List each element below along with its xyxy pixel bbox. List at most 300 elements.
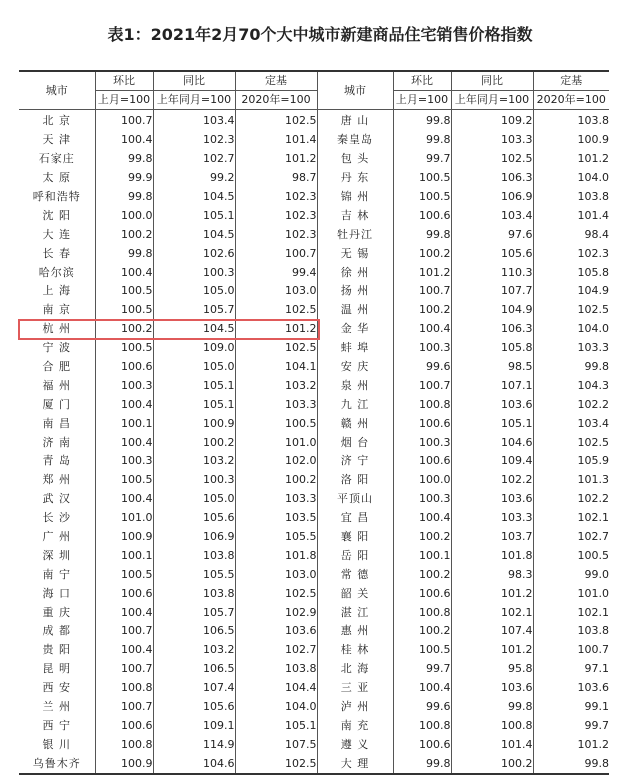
yoy-value-cell: 110.3 [451,263,533,282]
mom-value-cell: 100.0 [95,206,153,225]
yoy-value-cell: 105.0 [153,358,235,377]
yoy-value-cell: 107.7 [451,282,533,301]
mom-value-cell: 100.8 [393,603,451,622]
yoy-value-cell: 107.4 [153,679,235,698]
mom-value-cell: 99.8 [95,188,153,207]
mom-value-cell: 100.5 [95,301,153,320]
table-row [19,150,609,169]
base-value-cell: 102.5 [577,435,609,449]
yoy-value-cell: 109.1 [153,717,235,736]
yoy-value-cell: 100.3 [153,471,235,490]
city-name-cell: 昆 明 [19,660,95,679]
table-row [19,754,609,774]
base-value-cell: 101.0 [577,586,609,600]
yoy-value-cell: 103.2 [153,641,235,660]
base-value-cell: 102.5 [235,339,317,358]
city-name-cell: 深 圳 [19,546,95,565]
city-name-cell: 锦 州 [317,188,393,207]
mom-value-cell: 100.5 [95,339,153,358]
table-row [19,735,609,754]
yoy-value-cell: 107.4 [451,622,533,641]
yoy-value-cell: 106.9 [153,528,235,547]
yoy-value-cell: 103.6 [451,395,533,414]
mom-value-cell: 100.7 [95,110,153,131]
city-name-cell: 长 沙 [19,509,95,528]
city-name-cell: 福 州 [19,376,95,395]
mom-value-cell: 100.4 [393,679,451,698]
mom-value-cell: 100.2 [95,320,153,339]
mom-value-cell: 100.2 [393,528,451,547]
header-mom-sub: 上月=100 [95,91,153,110]
base-value-cell: 102.3 [235,225,317,244]
yoy-value-cell: 109.2 [451,110,533,131]
header-mom: 环比 [95,71,153,91]
city-name-cell: 桂 林 [317,641,393,660]
table-row [19,471,609,490]
base-value-cell: 104.3 [577,378,609,392]
yoy-value-cell: 102.6 [153,244,235,263]
mom-value-cell: 100.7 [95,660,153,679]
city-name-cell: 赣 州 [317,414,393,433]
mom-value-cell: 100.8 [95,679,153,698]
mom-value-cell: 99.7 [393,150,451,169]
base-value-cell: 101.4 [577,208,609,222]
city-name-cell: 南 充 [317,717,393,736]
table-row [19,320,609,339]
yoy-value-cell: 101.4 [451,735,533,754]
city-name-cell: 秦皇岛 [317,131,393,150]
city-name-cell: 贵 阳 [19,641,95,660]
city-name-cell: 青 岛 [19,452,95,471]
base-value-cell: 101.4 [235,131,317,150]
base-value-cell: 102.9 [235,603,317,622]
base-value-cell: 101.2 [235,150,317,169]
city-name-cell: 南 昌 [19,414,95,433]
base-value-cell: 102.2 [577,397,609,411]
base-value-cell: 102.7 [577,530,609,544]
city-name-cell: 西 宁 [19,717,95,736]
base-value-cell: 104.0 [577,322,609,336]
base-value-cell: 103.4 [577,416,609,430]
yoy-value-cell: 101.8 [451,546,533,565]
yoy-value-cell: 109.0 [153,339,235,358]
table-row [19,717,609,736]
yoy-value-cell: 104.5 [153,225,235,244]
table-row [19,339,609,358]
header-city: 城市 [19,71,95,110]
city-name-cell: 无 锡 [317,244,393,263]
city-name-cell: 乌鲁木齐 [19,754,95,774]
table-row [19,263,609,282]
mom-value-cell: 100.2 [393,244,451,263]
yoy-value-cell: 106.5 [153,660,235,679]
yoy-value-cell: 105.7 [153,603,235,622]
table-row [19,414,609,433]
yoy-value-cell: 106.5 [153,622,235,641]
yoy-value-cell: 103.2 [153,452,235,471]
yoy-value-cell: 104.5 [153,188,235,207]
header-yoy-sub: 上年同月=100 [451,91,533,110]
yoy-value-cell: 105.1 [153,206,235,225]
mom-value-cell: 100.4 [95,603,153,622]
base-value-cell: 99.8 [584,360,609,374]
mom-value-cell: 100.6 [393,414,451,433]
base-value-cell: 102.3 [235,188,317,207]
yoy-value-cell: 102.5 [451,150,533,169]
price-index-table [19,70,609,775]
mom-value-cell: 99.8 [393,131,451,150]
yoy-value-cell: 106.3 [451,169,533,188]
mom-value-cell: 99.7 [393,660,451,679]
mom-value-cell: 100.1 [95,546,153,565]
table-row [19,584,609,603]
mom-value-cell: 100.2 [393,301,451,320]
mom-value-cell: 101.2 [393,263,451,282]
city-name-cell: 岳 阳 [317,546,393,565]
base-value-cell: 102.5 [235,301,317,320]
yoy-value-cell: 105.6 [153,698,235,717]
base-value-cell: 103.0 [235,282,317,301]
base-value-cell: 99.8 [584,756,609,770]
base-value-cell: 97.1 [584,662,609,676]
city-name-cell: 杭 州 [19,320,95,339]
city-name-cell: 兰 州 [19,698,95,717]
city-name-cell: 丹 东 [317,169,393,188]
city-name-cell: 包 头 [317,150,393,169]
city-name-cell: 吉 林 [317,206,393,225]
mom-value-cell: 99.8 [95,150,153,169]
table-row [19,546,609,565]
mom-value-cell: 100.3 [95,452,153,471]
yoy-value-cell: 102.2 [451,471,533,490]
city-name-cell: 呼和浩特 [19,188,95,207]
base-value-cell: 102.0 [235,452,317,471]
header-base-sub: 2020年=100 [533,91,609,110]
city-name-cell: 厦 门 [19,395,95,414]
yoy-value-cell: 107.1 [451,376,533,395]
city-name-cell: 平顶山 [317,490,393,509]
city-name-cell: 海 口 [19,584,95,603]
mom-value-cell: 100.4 [95,641,153,660]
base-value-cell: 102.5 [235,584,317,603]
base-value-cell: 99.0 [584,567,609,581]
base-value-cell: 103.0 [235,565,317,584]
base-value-cell: 102.2 [577,492,609,506]
base-value-cell: 100.7 [235,244,317,263]
mom-value-cell: 100.6 [393,452,451,471]
city-name-cell: 宜 昌 [317,509,393,528]
city-name-cell: 唐 山 [317,110,393,131]
base-value-cell: 105.9 [577,454,609,468]
yoy-value-cell: 102.3 [153,131,235,150]
mom-value-cell: 100.5 [95,565,153,584]
mom-value-cell: 100.5 [393,641,451,660]
base-value-cell: 104.4 [235,679,317,698]
header-mom-sub: 上月=100 [393,91,451,110]
base-value-cell: 102.7 [235,641,317,660]
base-value-cell: 100.2 [235,471,317,490]
yoy-value-cell: 98.5 [451,358,533,377]
base-value-cell: 98.7 [235,169,317,188]
mom-value-cell: 99.8 [393,110,451,131]
city-name-cell: 遵 义 [317,735,393,754]
table-row [19,622,609,641]
base-value-cell: 101.0 [235,433,317,452]
city-name-cell: 扬 州 [317,282,393,301]
yoy-value-cell: 105.8 [451,339,533,358]
base-value-cell: 103.8 [577,624,609,638]
header-yoy: 同比 [153,71,235,91]
base-value-cell: 102.5 [235,754,317,774]
yoy-value-cell: 103.8 [153,546,235,565]
base-value-cell: 102.5 [235,110,317,131]
mom-value-cell: 100.7 [95,622,153,641]
mom-value-cell: 100.4 [95,395,153,414]
base-value-cell: 103.5 [235,509,317,528]
city-name-cell: 泸 州 [317,698,393,717]
base-value-cell: 104.9 [577,284,609,298]
base-value-cell: 102.1 [577,511,609,525]
yoy-value-cell: 104.6 [451,433,533,452]
yoy-value-cell: 105.1 [451,414,533,433]
city-name-cell: 长 春 [19,244,95,263]
mom-value-cell: 99.8 [95,244,153,263]
city-name-cell: 南 京 [19,301,95,320]
yoy-value-cell: 101.2 [451,641,533,660]
base-value-cell: 99.4 [235,263,317,282]
base-value-cell: 107.5 [235,735,317,754]
mom-value-cell: 100.0 [393,471,451,490]
table-row [19,603,609,622]
mom-value-cell: 99.9 [95,169,153,188]
city-name-cell: 沈 阳 [19,206,95,225]
mom-value-cell: 100.8 [95,735,153,754]
base-value-cell: 103.8 [235,660,317,679]
mom-value-cell: 100.5 [393,169,451,188]
city-name-cell: 武 汉 [19,490,95,509]
yoy-value-cell: 100.9 [153,414,235,433]
yoy-value-cell: 103.6 [451,679,533,698]
city-name-cell: 南 宁 [19,565,95,584]
table-row [19,376,609,395]
mom-value-cell: 100.4 [95,490,153,509]
mom-value-cell: 100.1 [393,546,451,565]
yoy-value-cell: 104.6 [153,754,235,774]
city-name-cell: 北 海 [317,660,393,679]
mom-value-cell: 99.8 [393,225,451,244]
yoy-value-cell: 106.9 [451,188,533,207]
yoy-value-cell: 98.3 [451,565,533,584]
city-name-cell: 成 都 [19,622,95,641]
header-city: 城市 [317,71,393,110]
city-name-cell: 惠 州 [317,622,393,641]
yoy-value-cell: 105.7 [153,301,235,320]
yoy-value-cell: 95.8 [451,660,533,679]
mom-value-cell: 100.7 [393,282,451,301]
yoy-value-cell: 103.3 [451,509,533,528]
yoy-value-cell: 104.9 [451,301,533,320]
table-row [19,452,609,471]
city-name-cell: 天 津 [19,131,95,150]
table-row [19,301,609,320]
city-name-cell: 牡丹江 [317,225,393,244]
header-base-sub: 2020年=100 [235,91,317,110]
base-value-cell: 100.9 [577,133,609,147]
mom-value-cell: 100.6 [393,735,451,754]
yoy-value-cell: 104.5 [153,320,235,339]
base-value-cell: 101.2 [235,320,317,339]
yoy-value-cell: 101.2 [451,584,533,603]
yoy-value-cell: 105.1 [153,376,235,395]
yoy-value-cell: 105.0 [153,490,235,509]
mom-value-cell: 100.3 [393,339,451,358]
table-row [19,110,609,131]
yoy-value-cell: 97.6 [451,225,533,244]
mom-value-cell: 100.5 [95,471,153,490]
city-name-cell: 烟 台 [317,433,393,452]
city-name-cell: 温 州 [317,301,393,320]
yoy-value-cell: 106.3 [451,320,533,339]
mom-value-cell: 100.7 [393,376,451,395]
city-name-cell: 大 理 [317,754,393,774]
mom-value-cell: 99.6 [393,358,451,377]
header-yoy-sub: 上年同月=100 [153,91,235,110]
header-yoy: 同比 [451,71,533,91]
city-name-cell: 徐 州 [317,263,393,282]
mom-value-cell: 100.9 [95,528,153,547]
yoy-value-cell: 114.9 [153,735,235,754]
table-row [19,565,609,584]
base-value-cell: 102.3 [577,246,609,260]
yoy-value-cell: 105.5 [153,565,235,584]
city-name-cell: 湛 江 [317,603,393,622]
mom-value-cell: 101.0 [95,509,153,528]
table-row [19,698,609,717]
base-value-cell: 99.1 [584,700,609,714]
base-value-cell: 102.3 [235,206,317,225]
mom-value-cell: 100.4 [95,263,153,282]
city-name-cell: 襄 阳 [317,528,393,547]
base-value-cell: 103.3 [235,490,317,509]
city-name-cell: 济 宁 [317,452,393,471]
yoy-value-cell: 99.2 [153,169,235,188]
mom-value-cell: 99.6 [393,698,451,717]
base-value-cell: 105.1 [235,717,317,736]
city-name-cell: 金 华 [317,320,393,339]
base-value-cell: 103.8 [577,114,609,128]
city-name-cell: 洛 阳 [317,471,393,490]
yoy-value-cell: 100.3 [153,263,235,282]
city-name-cell: 九 江 [317,395,393,414]
base-value-cell: 101.3 [577,473,609,487]
yoy-value-cell: 103.6 [451,490,533,509]
header-base: 定基 [533,71,609,91]
mom-value-cell: 100.9 [95,754,153,774]
mom-value-cell: 100.4 [95,433,153,452]
mom-value-cell: 100.3 [393,490,451,509]
yoy-value-cell: 103.7 [451,528,533,547]
header-base: 定基 [235,71,317,91]
city-name-cell: 大 连 [19,225,95,244]
table-row [19,490,609,509]
mom-value-cell: 99.8 [393,754,451,774]
city-name-cell: 石家庄 [19,150,95,169]
mom-value-cell: 100.5 [95,282,153,301]
mom-value-cell: 100.2 [393,622,451,641]
mom-value-cell: 100.3 [95,376,153,395]
header-mom: 环比 [393,71,451,91]
city-name-cell: 三 亚 [317,679,393,698]
base-value-cell: 100.5 [235,414,317,433]
yoy-value-cell: 103.8 [153,584,235,603]
mom-value-cell: 100.2 [393,565,451,584]
base-value-cell: 99.7 [584,718,609,732]
yoy-value-cell: 105.6 [451,244,533,263]
base-value-cell: 103.2 [235,376,317,395]
city-name-cell: 广 州 [19,528,95,547]
table-row [19,282,609,301]
yoy-value-cell: 103.4 [451,206,533,225]
table-row [19,395,609,414]
table-row [19,244,609,263]
table-title: 表1：2021年2月70个大中城市新建商品住宅销售价格指数 [107,25,533,44]
city-name-cell: 北 京 [19,110,95,131]
table-row [19,433,609,452]
mom-value-cell: 100.2 [95,225,153,244]
yoy-value-cell: 105.6 [153,509,235,528]
base-value-cell: 100.5 [577,548,609,562]
yoy-value-cell: 100.8 [451,717,533,736]
yoy-value-cell: 105.0 [153,282,235,301]
city-name-cell: 太 原 [19,169,95,188]
base-value-cell: 104.0 [577,171,609,185]
city-name-cell: 哈尔滨 [19,263,95,282]
table-row [19,358,609,377]
city-name-cell: 宁 波 [19,339,95,358]
mom-value-cell: 100.6 [95,358,153,377]
table-row [19,169,609,188]
mom-value-cell: 100.8 [393,395,451,414]
base-value-cell: 102.1 [577,605,609,619]
base-value-cell: 101.2 [577,152,609,166]
mom-value-cell: 100.4 [393,320,451,339]
table-row [19,660,609,679]
yoy-value-cell: 103.3 [451,131,533,150]
mom-value-cell: 100.3 [393,433,451,452]
mom-value-cell: 100.6 [95,717,153,736]
mom-value-cell: 100.8 [393,717,451,736]
city-name-cell: 常 德 [317,565,393,584]
base-value-cell: 104.1 [235,358,317,377]
base-value-cell: 103.3 [577,341,609,355]
base-value-cell: 105.8 [577,265,609,279]
table-row [19,206,609,225]
table-row [19,509,609,528]
city-name-cell: 安 庆 [317,358,393,377]
city-name-cell: 银 川 [19,735,95,754]
table-row [19,131,609,150]
mom-value-cell: 100.7 [95,698,153,717]
mom-value-cell: 100.6 [393,206,451,225]
base-value-cell: 103.8 [577,190,609,203]
city-name-cell: 重 庆 [19,603,95,622]
yoy-value-cell: 100.2 [153,433,235,452]
city-name-cell: 蚌 埠 [317,339,393,358]
base-value-cell: 98.4 [584,227,609,241]
table-body [19,110,609,775]
base-value-cell: 101.8 [235,546,317,565]
base-value-cell: 102.5 [577,303,609,317]
